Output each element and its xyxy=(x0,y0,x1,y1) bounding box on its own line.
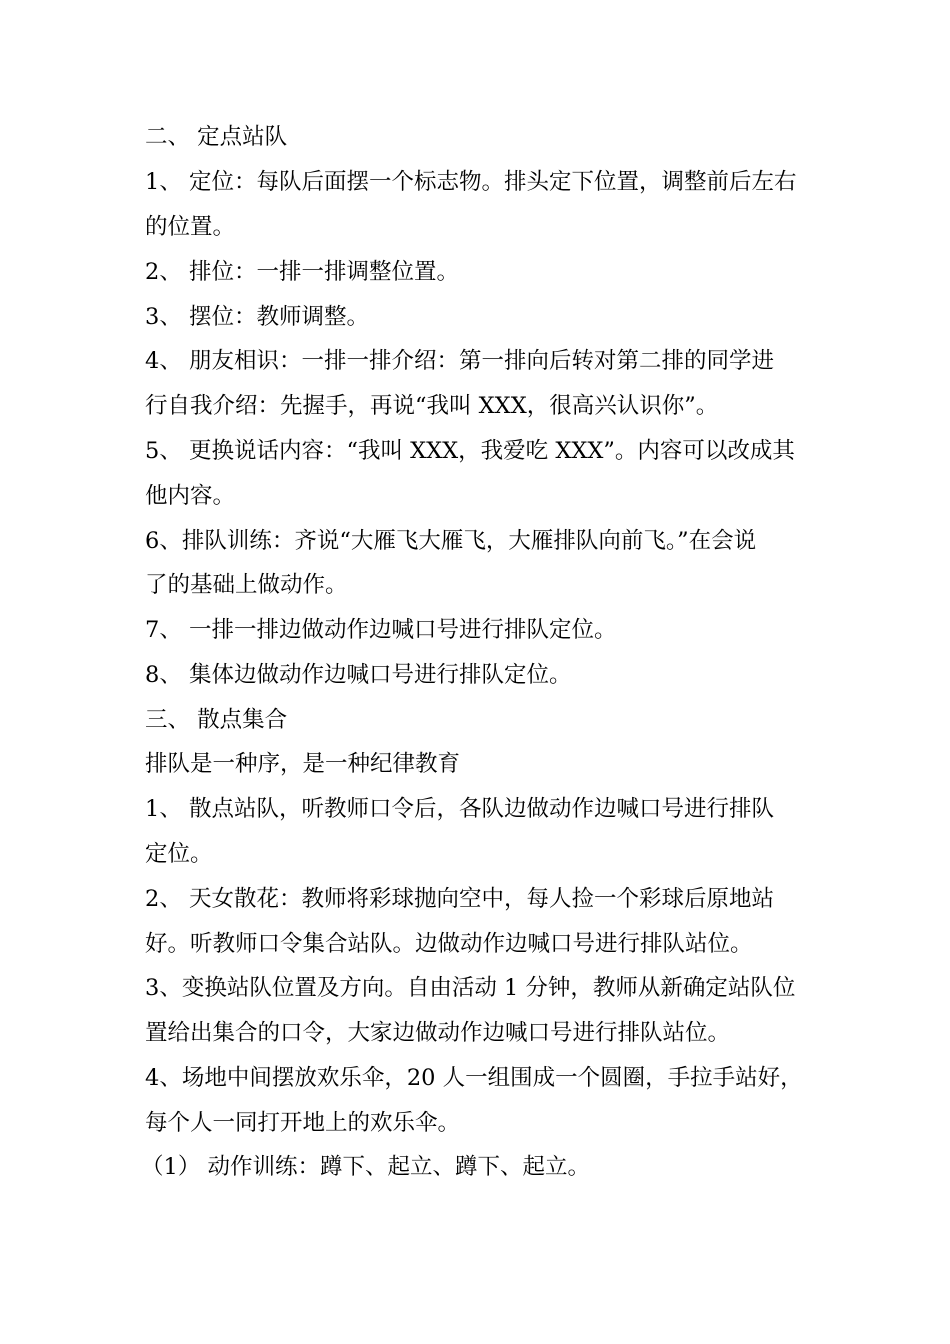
text-line: 8、 集体边做动作边喊口号进行排队定位。 xyxy=(145,662,572,688)
text-line: 3、 摆位：教师调整。 xyxy=(145,304,369,330)
text-line: 排队是一种序，是一种纪律教育 xyxy=(145,751,461,777)
text-line: 他内容。 xyxy=(145,483,236,509)
text-line: 了的基础上做动作。 xyxy=(145,572,348,598)
text-line: 4、场地中间摆放欢乐伞，20 人一组围成一个圆圈，手拉手站好， xyxy=(145,1065,803,1091)
text-line: 1、 散点站队，听教师口令后，各队边做动作边喊口号进行排队 xyxy=(145,796,774,822)
text-line: 6、排队训练：齐说“大雁飞大雁飞，大雁排队向前飞。”在会说 xyxy=(145,528,757,554)
text-line: 2、 排位：一排一排调整位置。 xyxy=(145,259,459,285)
text-line: 每个人一同打开地上的欢乐伞。 xyxy=(145,1110,461,1136)
text-line: 4、 朋友相识：一排一排介绍：第一排向后转对第二排的同学进 xyxy=(145,348,774,374)
text-line: 好。听教师口令集合站队。边做动作边喊口号进行排队站位。 xyxy=(145,931,753,957)
text-line: 5、 更换说话内容：“我叫 XXX，我爱吃 XXX”。内容可以改成其 xyxy=(145,438,795,464)
text-line: （1） 动作训练：蹲下、起立、蹲下、起立。 xyxy=(141,1154,590,1180)
section-heading: 三、 散点集合 xyxy=(145,707,288,733)
text-line: 2、 天女散花：教师将彩球抛向空中，每人捡一个彩球后原地站 xyxy=(145,886,774,912)
text-line: 定位。 xyxy=(145,841,213,867)
text-line: 置给出集合的口令，大家边做动作边喊口号进行排队站位。 xyxy=(145,1020,731,1046)
text-line: 3、变换站队位置及方向。自由活动 1 分钟，教师从新确定站队位 xyxy=(145,975,796,1001)
section-heading: 二、 定点站队 xyxy=(145,124,288,150)
text-line: 1、 定位：每队后面摆一个标志物。排头定下位置，调整前后左右 xyxy=(145,169,797,195)
text-line: 行自我介绍：先握手，再说“我叫 XXX，很高兴认识你”。 xyxy=(145,393,719,419)
text-line: 的位置。 xyxy=(145,214,236,240)
text-line: 7、 一排一排边做动作边喊口号进行排队定位。 xyxy=(145,617,617,643)
